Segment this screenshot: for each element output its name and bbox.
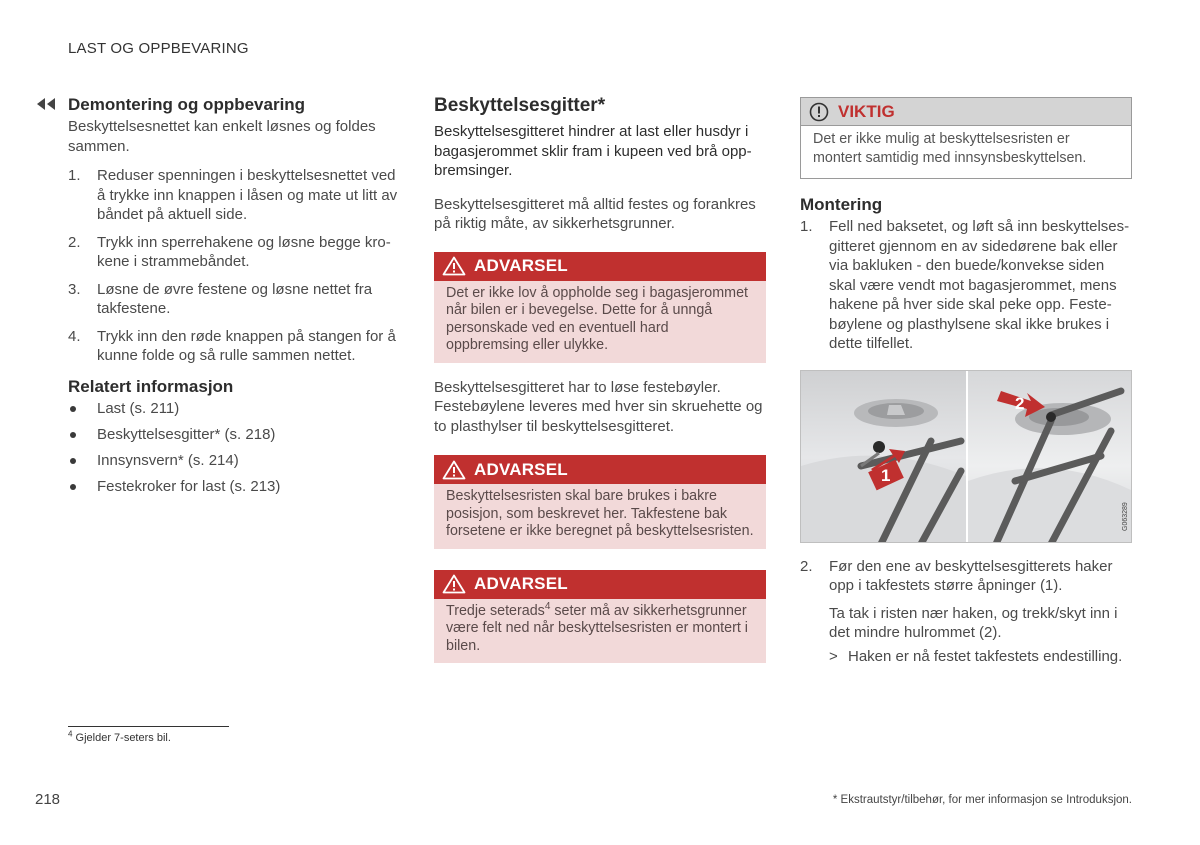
related-link[interactable] [68,399,408,419]
bullet-icon [70,432,76,438]
mounting-illustration [800,370,1132,543]
bullet-icon [70,406,76,412]
step-continuation: Ta tak i risten nær haken, og trekk/skyt inn i det mindre hulrommet (2). [829,604,1118,641]
column-left [68,94,408,503]
step-text: Fell ned baksetet, og løft så inn beskyttelsesgitteret gjennom en av sidedørene bak eller via bakluken - den buede/konvekse siden skal være vendt mot bagasjerommet, mens hakene på hver side skal peke opp. Festebøylene og plasthylsene skal ikke brukes i dette tilfellet. [829,218,1130,352]
footnote-ref[interactable]: 4 [544,600,551,612]
footnote [68,729,171,744]
related-link-text[interactable]: Innsynsvern* (s. 214) [97,451,239,469]
warning-label: ADVARSEL [474,256,568,275]
warning-label: ADVARSEL [474,574,568,593]
warning-triangle-icon [442,574,466,594]
footnote-text: Gjelder 7-seters bil. [75,732,171,744]
warning-box [434,570,766,664]
exclamation-circle-icon [809,102,829,122]
section-header: LAST OG OPPBEVARING [68,40,249,57]
related-link-text[interactable]: Last (s. 211) [97,399,180,417]
result-line [800,647,1132,667]
footnote-divider [68,726,229,727]
step-text: Trykk inn sperrehakene og løsne begge krokene i strammebåndet. [97,233,391,270]
step-number: 3. [68,280,81,298]
warning-header [434,455,766,484]
step-item [68,327,408,366]
marker-2: 2 [1015,393,1025,413]
footnote-number: 4 [68,729,73,739]
warning-header [434,252,766,281]
related-link[interactable] [68,451,408,471]
warning-text: Det er ikke lov å oppholde seg i bagasjerommet når bilen er i bevegelse. Dette for å unngå personskade ved en eventuell hard oppbremsing eller ulykke. [446,284,748,353]
illustration-code: G063289 [1122,501,1129,531]
section-heading-dismount: Demontering og oppbevaring [68,95,306,114]
step-number: 2. [800,557,813,575]
step-text: Trykk inn den røde knappen på stangen for å kunne folde og så rulle sammen nettet. [97,327,396,364]
step-item [68,280,408,319]
important-box [800,97,1132,179]
body-paragraph: Beskyttelsesgitteret må alltid festes og forankres på riktig måte, av sikkerhetsgrunner. [434,195,756,232]
warning-header [434,570,766,599]
step-text: Før den ene av beskyttelsesgitterets haker opp i takfestets større åpninger (1). [829,557,1113,594]
warning-box [434,455,766,549]
lead-paragraph: Beskyttelsesgitteret hindrer at last eller husdyr i bagasjerommet sklir fram i kupeen ved brå oppbremsinger. [434,123,752,179]
warning-box [434,252,766,363]
page-title: Beskyttelsesgitter* [434,95,606,116]
step-item [800,217,1132,354]
step-item [68,233,408,272]
warning-text [434,599,766,664]
bullet-icon [70,484,76,490]
related-links-list [68,399,408,497]
step-number: 4. [68,327,81,345]
column-right [800,97,1132,666]
related-link[interactable] [68,477,408,497]
mounting-illustration-graphic [801,371,1132,543]
step-item [800,557,1132,596]
page-number: 218 [35,791,61,808]
back-arrows-icon[interactable] [36,98,58,110]
mounting-steps-continued [800,557,1132,596]
related-info-heading: Relatert informasjon [68,376,234,396]
result-text: Haken er nå festet takfestets endestilling. [848,647,1123,665]
step-number: 2. [68,233,81,251]
related-link-text[interactable]: Beskyttelsesgitter* (s. 218) [97,425,276,443]
related-link-text[interactable]: Festekroker for last (s. 213) [97,477,281,495]
important-header [801,98,1131,126]
step-number: 1. [800,218,813,235]
warning-triangle-icon [442,460,466,480]
warning-text-part: Tredje seterads [446,602,545,619]
step-text: Løsne de øvre festene og løsne nettet fra takfestene. [97,280,373,317]
warning-label: ADVARSEL [474,459,568,479]
marker-1: 1 [881,465,891,485]
warning-text-part: seter må av sikkerhetsgrunner være felt ned når beskyttelsesristen er montert i bilen. [446,602,748,654]
accessory-note: * Ekstrautstyr/tilbehør, for mer informasjon se Introduksjon. [832,794,1132,806]
warning-text: Beskyttelsesristen skal bare brukes i bakre posisjon, som beskrevet her. Takfestene bak forsetene er ikke beregnet på beskyttelsesristen. [446,488,754,539]
important-label: VIKTIG [838,101,895,121]
warning-triangle-icon [442,256,466,276]
result-marker: > [829,647,838,665]
related-link[interactable] [68,425,408,445]
important-text: Det er ikke mulig at beskyttelsesristen er montert samtidig med innsynsbeskyttelsen. [813,131,1087,166]
bullet-icon [70,458,76,464]
step-number: 1. [68,167,81,184]
body-paragraph: Beskyttelsesgitteret har to løse festebøyler. Festebøylene leveres med hver sin skruehette og to plasthylser til beskyttelsesgitteret. [434,378,763,435]
intro-paragraph: Beskyttelsesnettet kan enkelt løsnes og foldes sammen. [68,118,376,155]
step-item [68,166,408,225]
dismount-steps [68,166,408,366]
mounting-heading: Montering [800,195,883,214]
mounting-steps [800,217,1132,354]
step-text: Reduser spenningen i beskyttelsesnettet ved å trykke inn knappen i låsen og mate ut litt av båndet på aktuell side. [97,167,398,223]
column-middle [434,94,766,663]
